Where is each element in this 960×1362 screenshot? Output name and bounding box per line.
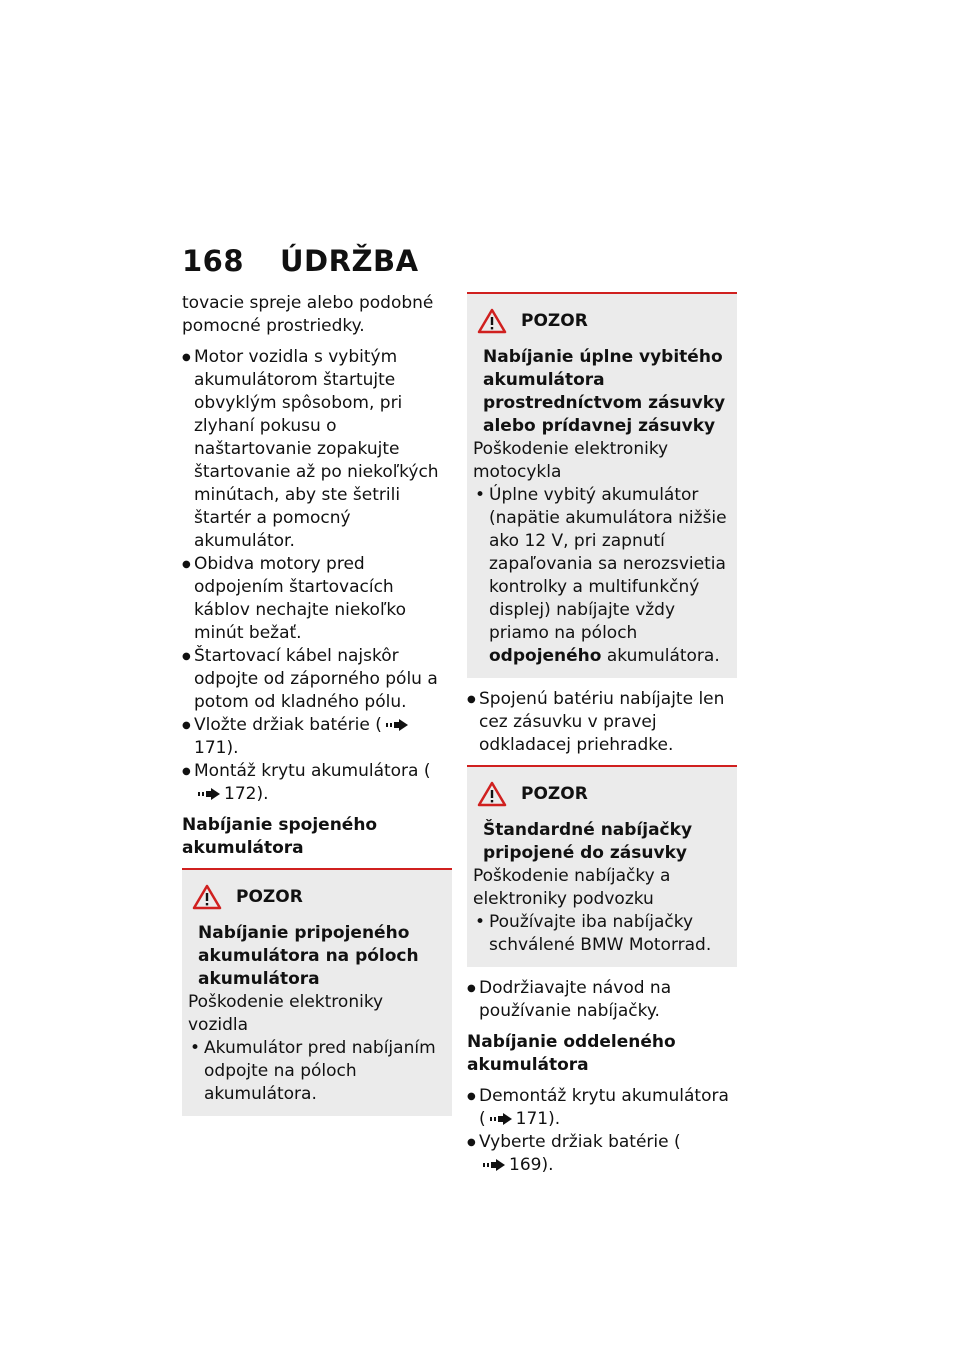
left-column — [182, 292, 452, 1126]
reference-arrow-icon — [198, 788, 220, 800]
page-reference[interactable]: 172). — [224, 784, 269, 804]
warning-list — [188, 1037, 446, 1106]
warning-list — [473, 484, 731, 668]
list-item: • Akumulátor pred nabíjaním odpojte na póloch akumulátora. — [188, 1037, 446, 1106]
warning-box — [467, 292, 737, 678]
page-header — [182, 244, 419, 278]
warning-header — [188, 884, 446, 910]
list-item: ● Dodržiavajte návod na používanie nabíjačky. — [467, 977, 737, 1023]
page-number: 168 — [182, 244, 245, 278]
list-item: ● Motor vozidla s vybitým akumulátorom štartujte obvyklým spôsobom, pri zlyhaní pokusu o naštartovanie zopakujte štartovanie až po niekoľkých minútach, aby ste šetrili štartér a pomocný akumulátor. — [182, 346, 452, 553]
warning-description: Poškodenie nabíjačky a elektroniky podvozku — [473, 866, 671, 909]
list-item: ● Obidva motory pred odpojením štartovacích káblov nechajte niekoľko minút bežať. — [182, 553, 452, 645]
warning-header — [473, 308, 731, 334]
page-reference[interactable]: 169). — [509, 1155, 554, 1175]
section-heading: Nabíjanie spojeného akumulátora — [182, 815, 378, 858]
list-item — [467, 1085, 737, 1131]
right-bullet-list — [467, 1085, 737, 1177]
emphasis-text: odpojeného — [489, 646, 602, 666]
warning-triangle-icon — [477, 308, 507, 334]
list-item: • Používajte iba nabíjačky schválené BMW Motorrad. — [473, 911, 731, 957]
section-title: ÚDRŽBA — [280, 244, 419, 278]
list-item — [182, 714, 452, 760]
list-item-text: Vložte držiak batérie ( — [194, 715, 382, 735]
warning-label: POZOR — [521, 310, 588, 331]
right-bullet-list — [467, 688, 737, 757]
list-item-text: Demontáž krytu akumulátora ( — [479, 1086, 729, 1129]
list-item: ● Spojenú batériu nabíjajte len cez zásuvku v pravej odkladacej priehradke. — [467, 688, 737, 757]
list-item — [473, 484, 731, 668]
right-bullet-list — [467, 977, 737, 1023]
warning-label: POZOR — [521, 783, 588, 804]
list-item-text: Montáž krytu akumulátora ( — [194, 761, 431, 781]
reference-arrow-icon — [483, 1159, 505, 1171]
warning-box — [182, 868, 452, 1116]
warning-label: POZOR — [236, 886, 303, 907]
page-reference[interactable]: 171). — [194, 738, 239, 758]
list-item — [467, 1131, 737, 1177]
intro-text: tovacie spreje alebo podobné pomocné prostriedky. — [182, 293, 434, 336]
warning-box — [467, 765, 737, 967]
list-item — [182, 760, 452, 806]
warning-description: Poškodenie elektroniky vozidla — [188, 992, 384, 1035]
list-item-text: Vyberte držiak batérie ( — [479, 1132, 681, 1152]
left-bullet-list — [182, 346, 452, 806]
warning-header — [473, 781, 731, 807]
section-heading: Nabíjanie oddeleného akumulátora — [467, 1032, 676, 1075]
warning-title: Nabíjanie pripojeného akumulátora na póloch akumulátora — [198, 923, 419, 989]
warning-description: Poškodenie elektroniky motocykla — [473, 439, 669, 482]
right-column — [467, 292, 737, 1185]
list-item-text: akumulátora. — [606, 646, 720, 666]
warning-triangle-icon — [477, 781, 507, 807]
warning-title: Štandardné nabíjačky pripojené do zásuvky — [483, 820, 693, 863]
warning-title: Nabíjanie úplne vybitého akumulátora prostredníctvom zásuvky alebo prídavnej zásuvky — [483, 347, 726, 436]
list-item: ● Štartovací kábel najskôr odpojte od záporného pólu a potom od kladného pólu. — [182, 645, 452, 714]
warning-list — [473, 911, 731, 957]
list-item-text: Úplne vybitý akumulátor (napätie akumulátora nižšie ako 12 V, pri zapnutí zapaľovania sa nerozsvietia kontrolky a multifunkčný displej) nabíjajte vždy priamo na póloch — [489, 485, 727, 643]
reference-arrow-icon — [490, 1113, 512, 1125]
reference-arrow-icon — [386, 719, 408, 731]
warning-triangle-icon — [192, 884, 222, 910]
page-reference[interactable]: 171). — [515, 1109, 561, 1129]
